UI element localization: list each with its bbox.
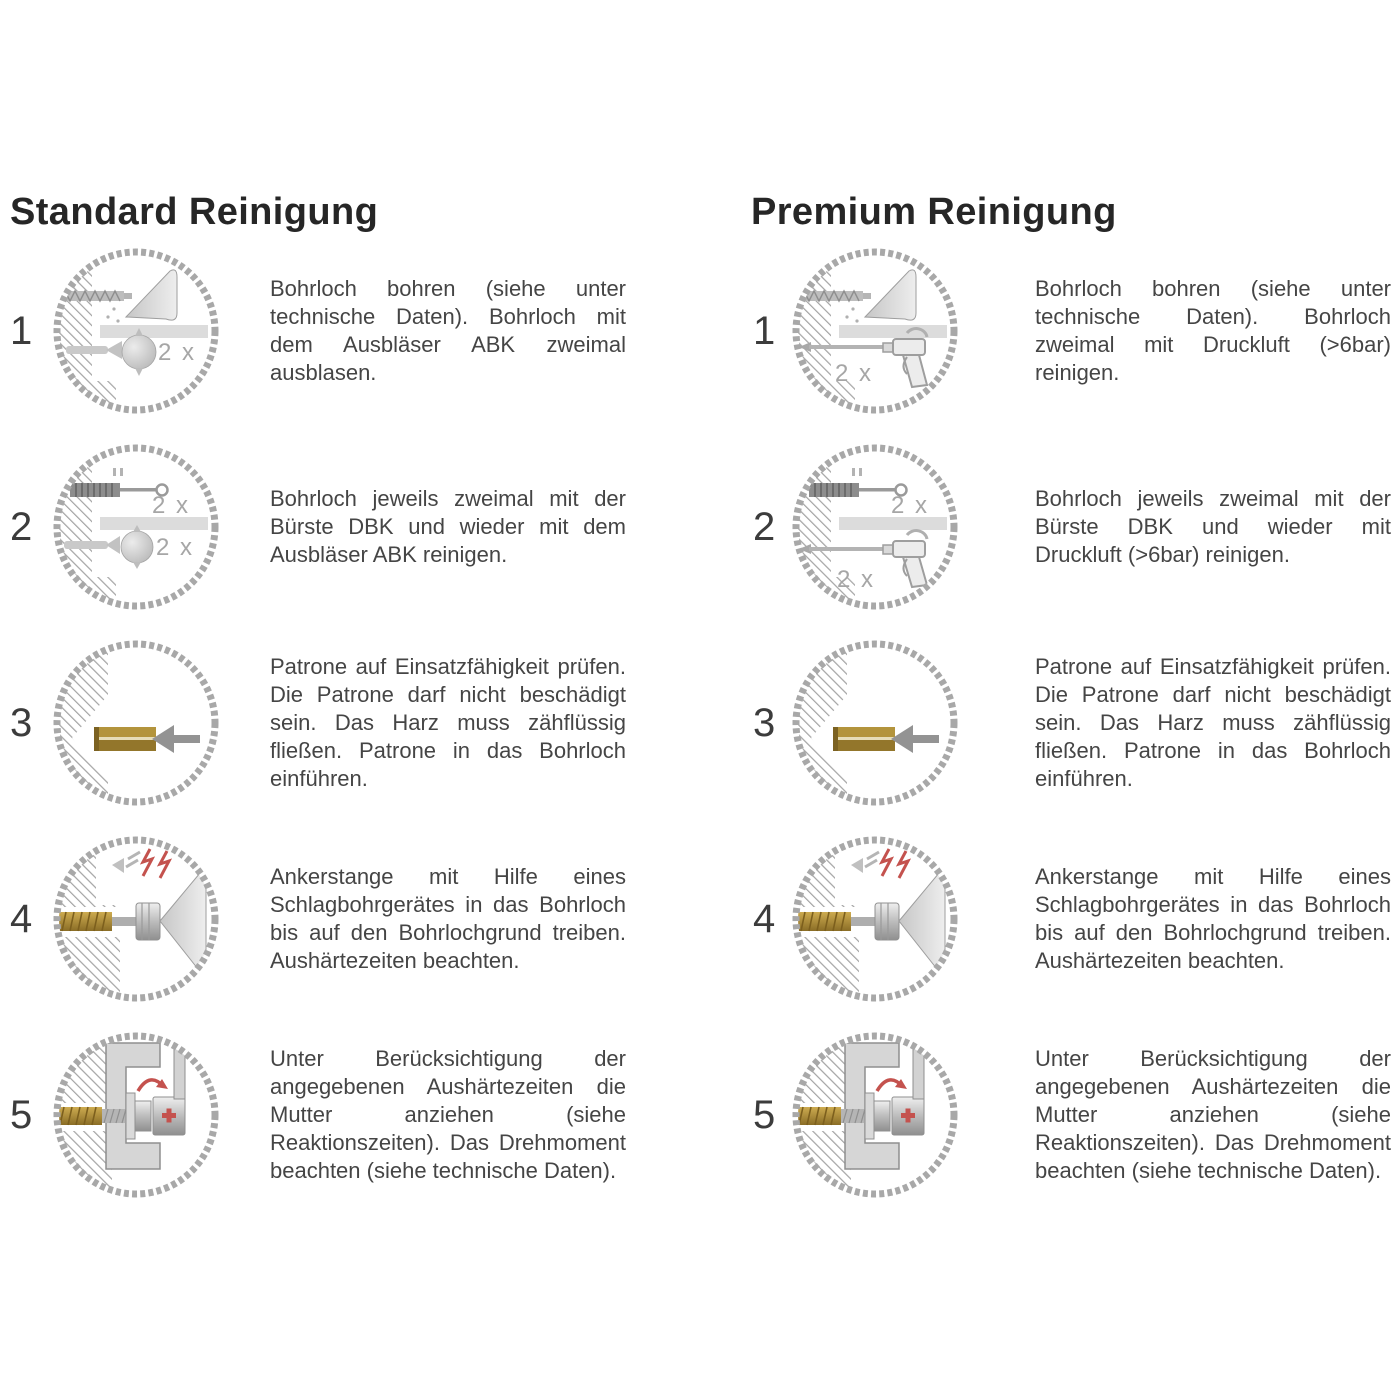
step-row [745, 821, 1400, 1017]
column-standard [0, 192, 655, 1213]
drill-and-airgun-illustration [789, 245, 961, 417]
step-text: Unter Berücksichtigung der angegebenen Aushärtezeiten die Mutter anziehen (siehe Reaktionszeiten). Das Drehmoment beachten (siehe technische Daten). [270, 1046, 626, 1183]
brush-and-blower-illustration [50, 441, 222, 613]
step-number: 2 [753, 505, 776, 549]
brush-and-airgun-illustration [789, 441, 961, 613]
step-number: 1 [10, 309, 33, 353]
cartridge-insert-illustration [50, 637, 222, 809]
step-row [745, 625, 1400, 821]
step-number: 3 [753, 701, 776, 745]
step-row [0, 233, 655, 429]
step-text: Ankerstange mit Hilfe eines Schlagbohrgerätes in das Bohrloch bis auf den Bohrlochgrund treiben. Aushärtezeiten beachten. [270, 864, 626, 973]
step-number: 5 [753, 1093, 776, 1137]
step-text: Unter Berücksichtigung der angegebenen Aushärtezeiten die Mutter anziehen (siehe Reaktionszeiten). Das Drehmoment beachten (siehe technische Daten). [1035, 1046, 1391, 1183]
step-number: 3 [10, 701, 33, 745]
step-row [0, 625, 655, 821]
step-row [745, 429, 1400, 625]
step-text: Patrone auf Einsatzfähigkeit prüfen. Die Patrone darf nicht beschädigt sein. Das Harz muss zähflüssig fließen. Patrone in das Bohrloch einführen. [270, 654, 626, 791]
step-text: Bohrloch bohren (siehe unter technische Daten). Bohrloch zweimal mit Druckluft (>6bar) reinigen. [1035, 276, 1391, 385]
cartridge-insert-illustration [789, 637, 961, 809]
column-title-standard: Standard Reinigung [10, 191, 379, 233]
step-text: Bohrloch jeweils zweimal mit der Bürste DBK und wieder mit dem Ausbläser ABK reinigen. [270, 486, 626, 567]
anchor-rod-drive-illustration [789, 833, 961, 1005]
step-number: 4 [10, 897, 33, 941]
step-number: 2 [10, 505, 33, 549]
step-row [0, 429, 655, 625]
drill-and-blower-illustration [50, 245, 222, 417]
repeat-count-label: 2 x [158, 339, 197, 366]
step-row [745, 1017, 1400, 1213]
nut-torque-illustration [789, 1029, 961, 1201]
step-number: 4 [753, 897, 776, 941]
step-text: Bohrloch bohren (siehe unter technische Daten). Bohrloch mit dem Ausbläser ABK zweimal ausblasen. [270, 276, 626, 385]
repeat-count-label: 2 x [152, 492, 191, 519]
step-number: 1 [753, 309, 776, 353]
repeat-count-label: 2 x [835, 360, 874, 387]
step-text: Patrone auf Einsatzfähigkeit prüfen. Die Patrone darf nicht beschädigt sein. Das Harz muss zähflüssig fließen. Patrone in das Bohrloch einführen. [1035, 654, 1391, 791]
step-row [0, 1017, 655, 1213]
step-row [0, 821, 655, 1017]
step-number: 5 [10, 1093, 33, 1137]
repeat-count-label: 2 x [156, 534, 195, 561]
repeat-count-label: 2 x [891, 492, 930, 519]
step-text: Bohrloch jeweils zweimal mit der Bürste DBK und wieder mit Druckluft (>6bar) reinigen. [1035, 486, 1391, 567]
anchor-rod-drive-illustration [50, 833, 222, 1005]
column-title-premium: Premium Reinigung [751, 191, 1117, 233]
nut-torque-illustration [50, 1029, 222, 1201]
step-row [745, 233, 1400, 429]
repeat-count-label: 2 x [837, 566, 876, 593]
column-premium [745, 192, 1400, 1213]
step-text: Ankerstange mit Hilfe eines Schlagbohrgerätes in das Bohrloch bis auf den Bohrlochgrund treiben. Aushärtezeiten beachten. [1035, 864, 1391, 973]
